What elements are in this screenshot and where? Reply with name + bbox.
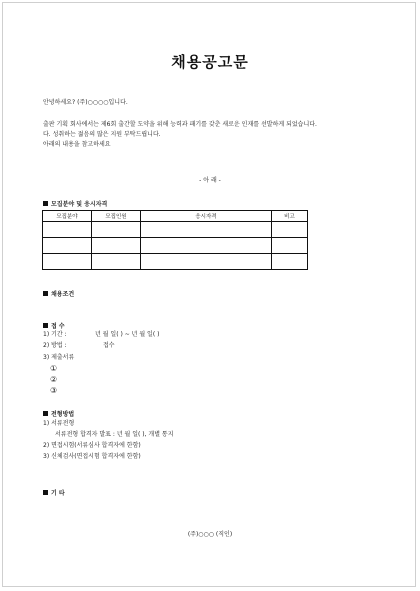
center-mark: - 아 래 - xyxy=(199,177,221,184)
bullet-square-icon xyxy=(43,201,48,206)
selection-step-3: 3) 신체검사(면접시험 합격자에 한함) xyxy=(43,453,141,460)
footer-signature: (주)○○○ (직인) xyxy=(187,531,233,538)
intro-line-3: 아래의 내용을 참고하세요 xyxy=(43,141,111,148)
table-header-cell: 모집분야 xyxy=(43,211,92,222)
greeting-text: 안녕하세요? (주)○○○○입니다. xyxy=(43,99,128,106)
table-header-cell: 비고 xyxy=(272,211,308,222)
doc-item-2: ② xyxy=(50,375,58,384)
selection-step-2: 2) 면접시험(서류심사 합격자에 한함) xyxy=(43,442,141,449)
table-cell xyxy=(43,238,92,254)
application-method-value: 접수 xyxy=(103,342,115,349)
table-cell xyxy=(141,222,272,238)
bullet-square-icon xyxy=(43,411,48,416)
table-cell xyxy=(272,254,308,270)
section-selection-heading xyxy=(43,409,74,418)
table-cell xyxy=(43,254,92,270)
intro-line-2: 다. 성취하는 젊음의 많은 지원 부탁드립니다. xyxy=(43,131,161,138)
bullet-square-icon xyxy=(43,490,48,495)
bullet-square-icon xyxy=(43,291,48,296)
positions-table xyxy=(42,210,308,270)
table-cell xyxy=(43,222,92,238)
application-period-label: 1) 기간 : xyxy=(43,331,67,338)
section-conditions-heading xyxy=(43,289,74,298)
table-row xyxy=(43,238,308,254)
section-etc-label: 기 타 xyxy=(51,490,65,497)
application-docs-label: 3) 제출서류 xyxy=(43,354,75,361)
table-row xyxy=(43,222,308,238)
application-method-label: 2) 방법 : xyxy=(43,342,67,349)
selection-step-1: 1) 서류전형 xyxy=(43,420,75,427)
table-cell xyxy=(92,238,141,254)
application-period-value: 년 월 일( ) ~ 년 월 일( ) xyxy=(95,331,160,338)
section-conditions-label: 채용조건 xyxy=(51,291,75,298)
document-title: 채용공고문 xyxy=(171,53,249,71)
section-positions-label: 모집분야 및 응시자격 xyxy=(51,201,108,208)
section-etc-heading xyxy=(43,488,65,497)
table-header-cell: 응시자격 xyxy=(141,211,272,222)
section-application-heading xyxy=(43,321,65,330)
doc-item-3: ③ xyxy=(50,386,58,395)
table-cell xyxy=(272,238,308,254)
table-row xyxy=(43,254,308,270)
section-selection-label: 전형방법 xyxy=(51,411,75,418)
table-cell xyxy=(92,222,141,238)
table-cell xyxy=(141,254,272,270)
intro-line-1: 출판 기획 회사에서는 제6회 출간할 도약을 위해 능력과 패기를 갖춘 새로운 인재를 선발하게 되었습니다. xyxy=(43,121,317,128)
section-application-label: 접 수 xyxy=(51,323,65,330)
table-cell xyxy=(92,254,141,270)
table-cell xyxy=(272,222,308,238)
table-cell xyxy=(141,238,272,254)
table-header-cell: 모집인원 xyxy=(92,211,141,222)
document-page xyxy=(2,2,416,587)
table-header-row xyxy=(43,211,308,222)
selection-step-1-detail: 서류전형 합격자 발표 : 년 월 일( ), 개별 통지 xyxy=(55,431,174,438)
section-positions-heading xyxy=(43,199,107,208)
bullet-square-icon xyxy=(43,323,48,328)
doc-item-1: ① xyxy=(50,364,58,373)
